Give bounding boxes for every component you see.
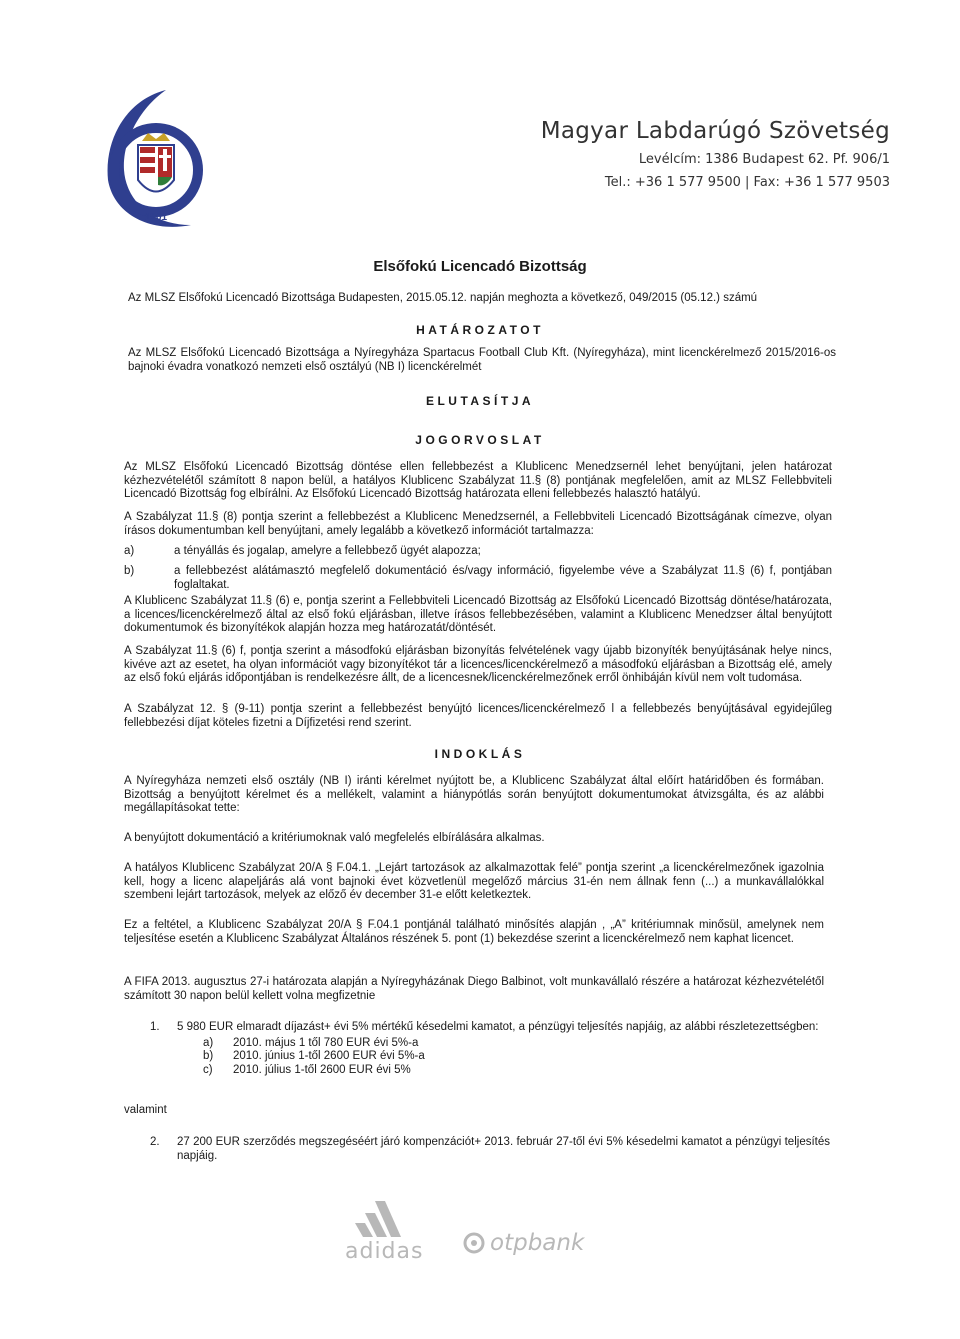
list-item-label: c) (203, 1063, 213, 1076)
heading-indoklas: INDOKLÁS (434, 747, 526, 761)
list-item (203, 1064, 830, 1078)
otpbank-swirl-icon (462, 1231, 486, 1255)
list-item-label: a) (203, 1036, 214, 1049)
organization-header (420, 118, 890, 190)
heading-jogorvoslat: JOGORVOSLAT (415, 433, 545, 447)
committee-title: Elsőfokú Licencadó Bizottság (373, 258, 587, 275)
valamint-text: valamint (124, 1104, 167, 1116)
postal-address: Levélcím: 1386 Budapest 62. Pf. 906/1 (638, 152, 890, 167)
adidas-wordmark: adidas (345, 1239, 424, 1264)
claim-item-number: 1. (150, 1021, 160, 1033)
jogorvoslat-paragraph-3: A Klublicenc Szabályzat 11.§ (6) e, pontja szerint a Fellebbviteli Licencadó Bizottság az Elsőfokú Licencadó Bizottság döntése/határozata, a licences/licenckérelmező által az első fokú eljárásban, illetve írásos fellebbezésében, valamint a Klublicenc Menedzser által benyújtott dokumentumok és bizonyítékok alapján hozza meg határozatát/döntését. (124, 595, 832, 634)
heading-elutasitja: ELUTASÍTJA (425, 394, 535, 408)
indoklas-paragraph-5: A FIFA 2013. augusztus 27-i határozata alapján a Nyíregyházának Diego Balbinot, volt munkavállaló részére a határozat kézhezvételétől számított 30 napon belül kellett volna megfizetnie (124, 976, 824, 1002)
indoklas-paragraph-4: Ez a feltétel, a Klublicenc Szabályzat 20/A § F.04.1 pontjánál található minősítés alapján , „A” kritériumnak minősül, amelynek nem teljesítése esetén a Klublicenc Szabályzat Általános részének 5. pont (1) bekezdése szerint a licenckérelmező nem kaphat licencet. (124, 919, 824, 945)
list-item (124, 565, 832, 592)
list-item (203, 1050, 830, 1064)
claim-item-number: 2. (150, 1136, 160, 1148)
adidas-logo (345, 1195, 435, 1264)
list-item-label: b) (124, 565, 135, 577)
logo-year: 1901 (144, 212, 168, 223)
indoklas-paragraph-2: A benyújtott dokumentáció a kritériumoknak való megfelelés elbírálására alkalmas. (124, 832, 545, 844)
decision-paragraph: Az MLSZ Elsőfokú Licencadó Bizottsága a Nyíregyháza Spartacus Football Club Kft. (Nyíregyháza), mint licenckérelmező 2015/2016-os bajnoki évadra vonatkozó nemzeti első osztályú (NB I) licenckérelmét (128, 347, 836, 373)
indoklas-paragraph-3: A hatályos Klublicenc Szabályzat 20/A § F.04.1. „Lejárt tartozások az alkalmazottak felé” pontja szerint „a licenckérelmezőnek igazolnia kell, hogy a licenc alapeljárás alá vont bajnoki évet közvetlenül megelőző március 31-én nem állnak fenn (...) a munkavállalókkal szembeni lejárt tartozások, melyek az előző év december 31-e előtt keletkeztek. (124, 862, 824, 901)
list-item-text: 2010. július 1-től 2600 EUR évi 5% (233, 1063, 411, 1076)
jogorvoslat-paragraph-2: A Szabályzat 11.§ (8) pontja szerint a fellebbezést a Klublicenc Menedzsernél, a Fellebbviteli Licencadó Bizottságának címezve, olyan írásos dokumentumban kell benyújtani, amely legalább a következő információt tartalmazza: (124, 511, 832, 537)
organization-name: Magyar Labdarúgó Szövetség (540, 118, 890, 144)
otpbank-logo (462, 1230, 584, 1256)
list-item (124, 545, 832, 565)
list-item-text: a tényállás és jogalap, amelyre a fellebbező ügyét alapozza; (174, 545, 481, 557)
jogorvoslat-paragraph-5: A Szabályzat 12. § (9-11) pontja szerint a fellebbezést benyújtó licences/licenckérelmező l a fellebbezés benyújtásával egyidejűleg fellebbezési díjat köteles fizetni a Díjfizetési rend szerint. (124, 703, 832, 729)
list-item-label: a) (124, 545, 135, 557)
adidas-stripes-icon (345, 1195, 435, 1240)
heading-hatarozat: HATÁROZATOT (416, 323, 544, 337)
jogorvoslat-paragraph-4: A Szabályzat 11.§ (6) f, pontja szerint a másodfokú eljárásban bizonyítás felvételének vagy újabb bizonyíték benyújtásának helye nincs, kivéve azt az esetet, ha olyan információt vagy bizonyítékot tár a licences/licenckérelmező a másodfokú eljárásban a Bizottság elé, amely az első fokú eljárás időpontjában is rendelkezésre állt, de a licencesnek/licenckérelmezőnek erről önhibáján kívül nem volt tudomása. (124, 645, 832, 684)
list-item-text: 2010. május 1 től 780 EUR évi 5%-a (233, 1036, 419, 1049)
claim-item-text: 5 980 EUR elmaradt díjazást+ évi 5% mértékű késedelmi kamatot, a pénzügyi teljesítés napjáig, az alábbi részletezettségben: (177, 1021, 819, 1033)
list-item (203, 1037, 830, 1051)
list-item-text: 2010. június 1-től 2600 EUR évi 5%-a (233, 1050, 425, 1062)
list-item-text: a fellebbezést alátámasztó megfelelő dokumentáció és/vagy információ, figyelembe véve a Szabályzat 11.§ (6) f, pontjában foglaltakat. (174, 565, 832, 591)
claim-sublist (177, 1037, 830, 1078)
claim-item-2 (150, 1136, 830, 1163)
mlsz-logo-icon (96, 85, 216, 235)
claim-item-1 (150, 1021, 830, 1077)
claim-item-text: 27 200 EUR szerződés megszegéséért járó kompenzációt+ 2013. február 27-től évi 5% késedelmi kamatot a pénzügyi teljesítés napjáig. (177, 1136, 830, 1162)
otpbank-wordmark: otpbank (490, 1230, 585, 1256)
list-item-label: b) (203, 1050, 214, 1062)
requirements-list (124, 545, 832, 592)
intro-paragraph: Az MLSZ Elsőfokú Licencadó Bizottsága Budapesten, 2015.05.12. napján meghozta a következő, 049/2015 (05.12.) számú (128, 292, 758, 304)
indoklas-paragraph-1: A Nyíregyháza nemzeti első osztály (NB I) iránti kérelmet nyújtott be, a Klublicenc Szabályzat által előírt határidőben és formában. Bizottság a benyújtott kérelmet és a mellékelt, valamint a hiánypótlás során benyújtott dokumentumokat átvizsgálta, és az alábbi megállapításokat tette: (124, 775, 824, 814)
contact-line: Tel.: +36 1 577 9500 | Fax: +36 1 577 9503 (604, 175, 890, 190)
jogorvoslat-paragraph-1: Az MLSZ Elsőfokú Licencadó Bizottság döntése ellen fellebbezést a Klublicenc Menedzsernél lehet benyújtani, jelen határozat kézhezvételétől számított 8 napon belül, a hatályos Klublicenc Szabályzat 11.§ (8) pontjának megfelelően, amit az MLSZ Fellebbviteli Licencadó Bizottság fog elbírálni. Az Elsőfokú Licencadó Bizottság határozata elleni fellebbezés halasztó hatályú. (124, 461, 832, 500)
